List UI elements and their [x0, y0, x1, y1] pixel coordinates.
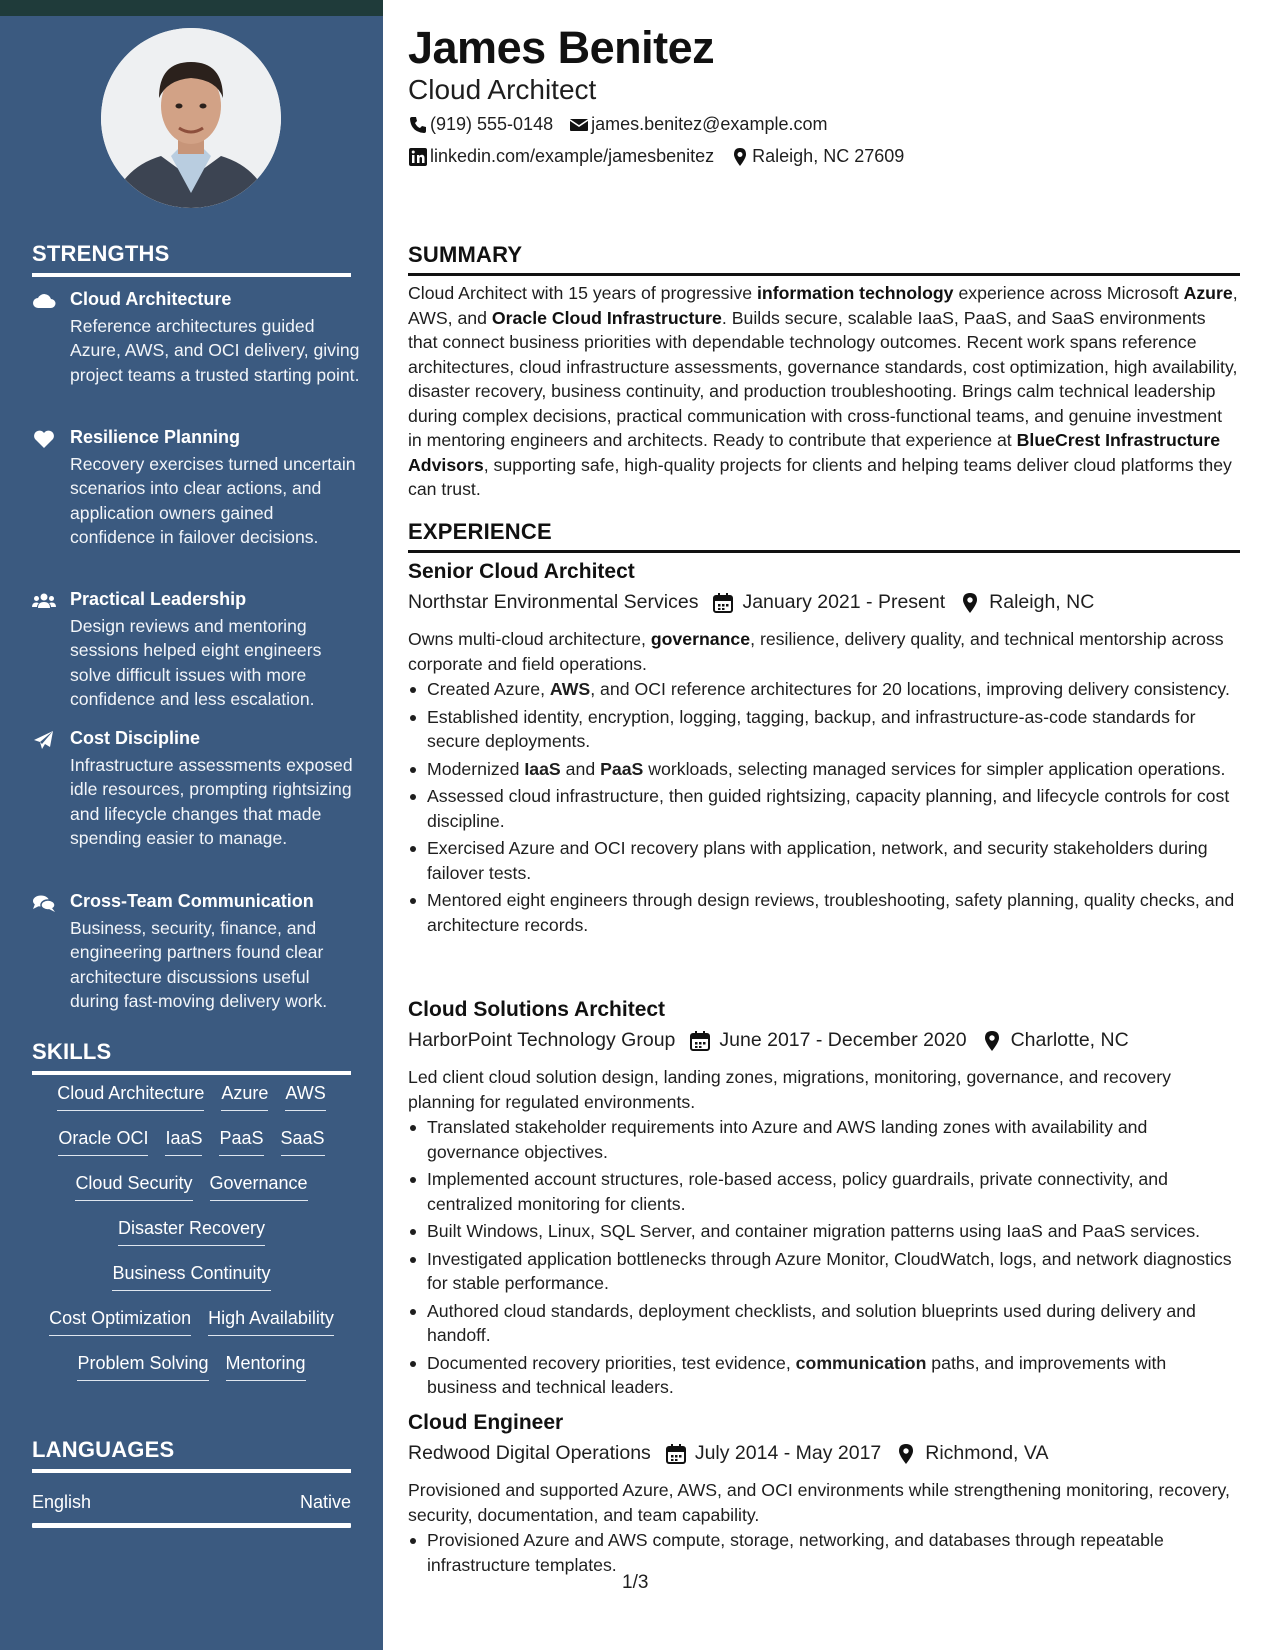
emphasized-text: information technology	[757, 283, 954, 303]
emphasized-text: AWS	[549, 679, 591, 699]
bullet-item	[408, 1115, 1240, 1164]
job-meta	[408, 1029, 1129, 1052]
text-run: Provisioned Azure and AWS compute, storage, networking, and databases through repeatable infrastructure templates.	[427, 1530, 1164, 1575]
skill-tag: Cloud Security	[75, 1173, 192, 1201]
paper-plane-icon	[32, 730, 56, 750]
skill-tag: Disaster Recovery	[118, 1218, 265, 1246]
skill-tag: Governance	[210, 1173, 308, 1201]
emphasized-text: PaaS	[600, 758, 644, 779]
bullet-item	[408, 705, 1240, 754]
skill-row	[32, 1218, 351, 1263]
company-name: HarborPoint Technology Group	[408, 1029, 676, 1051]
sidebar-top-band	[0, 0, 383, 16]
job-intro	[408, 627, 1240, 676]
emphasized-text: IaaS	[524, 758, 561, 779]
text-run: Established identity, encryption, logging, tagging, backup, and infrastructure-as-code standards for secure deployments.	[427, 706, 1196, 751]
text-run: Documented recovery priorities, test evidence,	[427, 1352, 796, 1373]
emphasized-text: governance	[650, 629, 751, 649]
text-run: Led client cloud solution design, landing zones, migrations, monitoring, governance, and recovery planning for regulated environments.	[408, 1067, 1171, 1112]
job-dates: July 2014 - May 2017	[694, 1442, 882, 1464]
text-run: Investigated application bottlenecks through Azure Monitor, CloudWatch, logs, and network diagnostics for stable performance.	[427, 1248, 1232, 1293]
skill-tag: Mentoring	[226, 1353, 306, 1381]
skill-row	[32, 1308, 351, 1353]
job-meta	[408, 1442, 1048, 1465]
company-name: Redwood Digital Operations	[408, 1442, 651, 1464]
page-number: 1/3	[622, 1572, 649, 1593]
strengths-heading: STRENGTHS	[32, 241, 351, 277]
language-level: Native	[299, 1492, 351, 1512]
strength-title: Practical Leadership	[70, 589, 247, 609]
bullet-item	[408, 1528, 1240, 1577]
job-intro	[408, 1065, 1240, 1114]
job-dates: June 2017 - December 2020	[719, 1029, 967, 1051]
language-name: English	[32, 1492, 92, 1512]
skill-row	[32, 1083, 351, 1128]
text-run: Cloud Architect with 15 years of progressive	[408, 283, 757, 303]
linkedin-icon	[408, 147, 428, 167]
job-location: Richmond, VA	[925, 1442, 1049, 1464]
skills-heading: SKILLS	[32, 1039, 351, 1075]
skill-tag: High Availability	[208, 1308, 334, 1336]
text-run: Authored cloud standards, deployment checklists, and solution blueprints used during delivery and handoff.	[427, 1300, 1196, 1345]
job-title: Cloud Solutions Architect	[408, 998, 666, 1021]
text-run: , resilience, delivery quality, and technical mentorship across corporate and field operations.	[408, 629, 1224, 674]
strength-title: Cloud Architecture	[70, 289, 232, 309]
strength-description: Business, security, finance, and engineering partners found clear architecture discussions useful during fast-moving delivery work.	[70, 918, 328, 1012]
map-pin-icon	[730, 147, 750, 167]
skill-row	[32, 1128, 351, 1173]
strength-description: Reference architectures guided Azure, AWS, and OCI delivery, giving project teams a trusted starting point.	[70, 316, 360, 385]
company-name: Northstar Environmental Services	[408, 591, 699, 613]
job-intro	[408, 1478, 1240, 1527]
bullet-item	[408, 757, 1240, 782]
skill-tag: PaaS	[219, 1128, 263, 1156]
emphasized-text: Oracle Cloud Infrastructure	[491, 307, 722, 328]
job-title: Senior Cloud Architect	[408, 560, 635, 583]
calendar-icon	[712, 592, 734, 614]
contact-row	[408, 114, 827, 135]
skill-tag: Problem Solving	[77, 1353, 208, 1381]
text-run: . Builds secure, scalable IaaS, PaaS, and SaaS environments that connect business priorities with dependable technology outcomes. Recent work spans reference architectures, cloud infrastructure assessments, governance standards, cost optimization, high availability, disaster recovery, business continuity, and production troubleshooting. Brings calm technical leadership during complex decisions, practical communication with cross-functional teams, and genuine investment in mentoring engineers and architects. Ready to contribute that experience at	[408, 307, 1238, 450]
text-run: Assessed cloud infrastructure, then guided rightsizing, capacity planning, and lifecycle controls for cost discipline.	[427, 786, 1230, 831]
bullet-item	[408, 1299, 1240, 1348]
job-location: Charlotte, NC	[1010, 1029, 1129, 1051]
skill-tag: Cost Optimization	[49, 1308, 191, 1336]
phone-icon	[408, 115, 428, 135]
languages-heading: LANGUAGES	[32, 1437, 351, 1473]
text-run: Modernized	[427, 758, 525, 779]
text-run: experience across Microsoft	[953, 283, 1184, 303]
candidate-name: James Benitez	[408, 22, 715, 73]
text-run: , AWS, and	[408, 283, 1238, 328]
job-bullets	[408, 1528, 1240, 1580]
bullet-item	[408, 784, 1240, 833]
job-bullets	[408, 1115, 1240, 1403]
bullet-item	[408, 1219, 1240, 1244]
job-dates: January 2021 - Present	[742, 591, 946, 613]
bullet-item	[408, 836, 1240, 885]
heart-icon	[32, 429, 56, 449]
skill-tag: IaaS	[165, 1128, 202, 1156]
text-run: Provisioned and supported Azure, AWS, and OCI environments while strengthening monitoring, recovery, security, documentation, and team capability.	[408, 1480, 1230, 1525]
map-pin-icon	[959, 592, 981, 614]
job-title: Cloud Engineer	[408, 1411, 564, 1434]
bullet-item	[408, 677, 1240, 702]
text-run: paths, and improvements with business and technical leaders.	[427, 1352, 1167, 1397]
skill-tag: Cloud Architecture	[57, 1083, 204, 1111]
bullet-item	[408, 888, 1240, 937]
phone-number: (919) 555-0148	[430, 114, 554, 134]
contact-row	[408, 146, 904, 167]
bullet-item	[408, 1351, 1240, 1400]
skill-tag: SaaS	[281, 1128, 325, 1156]
summary-heading: SUMMARY	[408, 242, 1240, 276]
text-run: and	[560, 758, 601, 779]
text-run: Owns multi-cloud architecture,	[408, 629, 651, 649]
job-location: Raleigh, NC	[989, 591, 1095, 613]
text-run: Built Windows, Linux, SQL Server, and container migration patterns using IaaS and PaaS services.	[427, 1221, 1201, 1241]
skill-tag: Oracle OCI	[58, 1128, 148, 1156]
emphasized-text: communication	[795, 1352, 927, 1373]
text-run: Translated stakeholder requirements into Azure and AWS landing zones with availability and governance objectives.	[427, 1117, 1148, 1162]
text-run: , supporting safe, high-quality projects for clients and helping teams deliver cloud platforms they can trust.	[408, 454, 1232, 499]
candidate-title: Cloud Architect	[408, 74, 597, 105]
strength-description: Recovery exercises turned uncertain scenarios into clear actions, and application owners gained confidence in failover decisions.	[70, 454, 356, 548]
location: Raleigh, NC 27609	[752, 146, 905, 166]
strength-description: Infrastructure assessments exposed idle resources, prompting rightsizing and lifecycle changes that made spending easier to manage.	[70, 755, 353, 849]
profile-photo	[101, 28, 281, 208]
strength-title: Cost Discipline	[70, 728, 201, 748]
skill-tag: Business Continuity	[112, 1263, 270, 1291]
skill-row	[32, 1353, 351, 1398]
envelope-icon	[569, 115, 589, 135]
skill-tag: AWS	[285, 1083, 325, 1111]
map-pin-icon	[895, 1443, 917, 1465]
calendar-icon	[689, 1030, 711, 1052]
strength-title: Resilience Planning	[70, 427, 241, 447]
sidebar	[0, 0, 383, 1650]
text-run: Exercised Azure and OCI recovery plans with application, network, and security stakeholders during failover tests.	[427, 838, 1208, 883]
emphasized-text: Azure	[1183, 283, 1233, 303]
comments-icon	[32, 893, 56, 913]
experience-heading: EXPERIENCE	[408, 519, 1240, 553]
language-proficiency-bar	[32, 1523, 351, 1528]
strength-description: Design reviews and mentoring sessions helped eight engineers solve difficult issues with more confidence and less escalation.	[70, 616, 322, 710]
linkedin-url: linkedin.com/example/jamesbenitez	[430, 146, 715, 166]
language-item	[32, 1492, 351, 1513]
text-run: Created Azure,	[427, 679, 550, 699]
job-meta	[408, 591, 1094, 614]
skills-list	[32, 1083, 351, 1398]
strength-title: Cross-Team Communication	[70, 891, 314, 911]
summary-text	[408, 281, 1240, 502]
map-pin-icon	[981, 1030, 1003, 1052]
bullet-item	[408, 1167, 1240, 1216]
text-run: Mentored eight engineers through design reviews, troubleshooting, safety planning, quality checks, and architecture records.	[427, 890, 1235, 935]
cloud-icon	[32, 291, 56, 311]
text-run: workloads, selecting managed services for simpler application operations.	[643, 758, 1226, 779]
users-icon	[32, 591, 56, 611]
bullet-item	[408, 1247, 1240, 1296]
text-run: Implemented account structures, role-based access, policy guardrails, private connectivity, and centralized monitoring for clients.	[427, 1169, 1168, 1214]
calendar-icon	[665, 1443, 687, 1465]
skill-tag: Azure	[221, 1083, 268, 1111]
text-run: , and OCI reference architectures for 20 locations, improving delivery consistency.	[590, 679, 1230, 699]
skill-row	[32, 1173, 351, 1218]
emphasized-text: BlueCrest Infrastructure Advisors	[408, 430, 1221, 475]
skill-row	[32, 1263, 351, 1308]
email-address: james.benitez@example.com	[591, 114, 828, 134]
job-bullets	[408, 677, 1240, 940]
